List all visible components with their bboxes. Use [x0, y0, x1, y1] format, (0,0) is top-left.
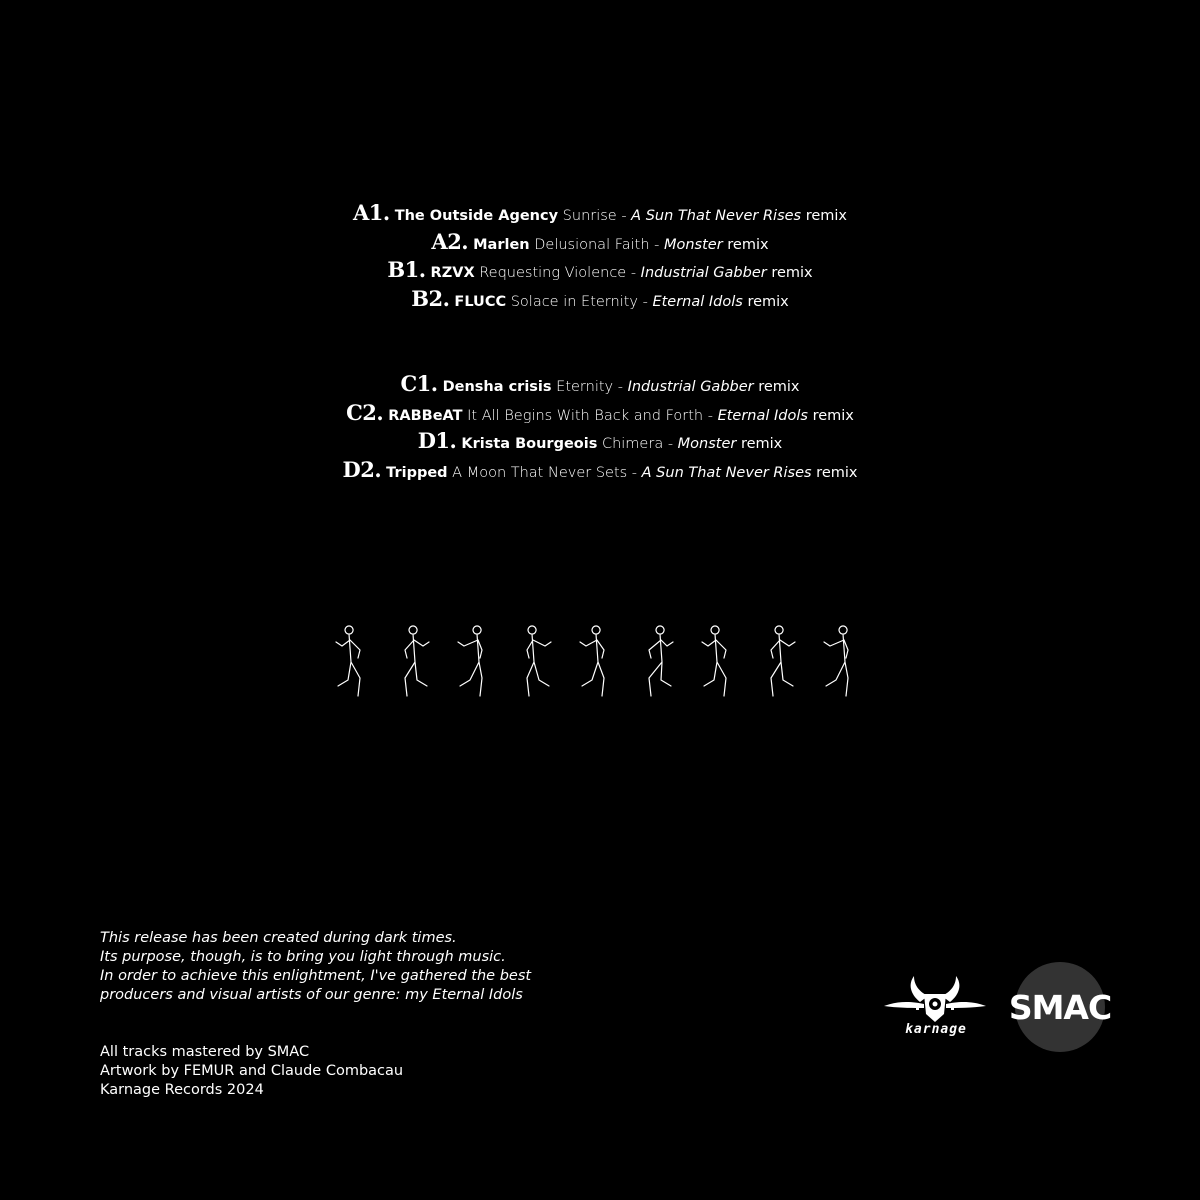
tracklist-sides-ab	[0, 199, 1200, 313]
dancer-figure	[458, 626, 482, 696]
track-title: Delusional Faith -	[534, 236, 660, 253]
dancer-figure	[580, 626, 604, 696]
track-title: Requesting Violence -	[479, 265, 637, 282]
track-row	[0, 427, 1200, 456]
dancing-figures-illustration	[330, 618, 875, 703]
track-remix-name: Industrial Gabber	[640, 265, 767, 282]
track-artist: Krista Bourgeois	[461, 436, 598, 453]
credit-line: Karnage Records 2024	[100, 1082, 264, 1098]
credits	[100, 1043, 403, 1100]
track-position: B1.	[387, 257, 426, 283]
liner-note-line: producers and visual artists of our genre: my Eternal Idols	[100, 987, 523, 1003]
track-remix-suffix: remix	[771, 265, 813, 282]
track-remix-name: Monster	[677, 436, 737, 453]
track-position: C2.	[346, 399, 384, 425]
smac-logo-badge	[1008, 962, 1112, 1052]
track-remix-name: Monster	[663, 236, 723, 253]
track-remix-suffix: remix	[747, 293, 789, 310]
track-position: D2.	[342, 456, 382, 482]
liner-note-line: This release has been created during dark times.	[100, 930, 457, 946]
track-artist: RZVX	[430, 265, 475, 282]
track-remix-suffix: remix	[740, 436, 783, 453]
track-title: Eternity -	[556, 379, 623, 395]
track-row	[0, 228, 1200, 257]
track-row	[0, 456, 1200, 485]
track-row	[0, 256, 1200, 285]
dancer-figure	[527, 626, 551, 696]
liner-notes	[100, 929, 531, 1005]
track-artist: Marlen	[473, 236, 530, 253]
karnage-wordmark: karnage	[905, 1022, 967, 1037]
track-remix-name: A Sun That Never Rises	[631, 208, 802, 224]
track-title: Chimera -	[601, 436, 674, 453]
liner-note-line: In order to achieve this enlightment, I've gathered the best	[100, 968, 532, 984]
track-title: Solace in Eternity -	[510, 293, 648, 310]
dancer-figure	[649, 626, 673, 696]
track-artist: The Outside Agency	[394, 208, 559, 224]
track-artist: RABBeAT	[388, 407, 463, 424]
dancer-figure	[336, 626, 360, 696]
track-remix-name: Eternal Idols	[717, 407, 808, 424]
track-remix-suffix: remix	[758, 379, 800, 395]
track-position: A2.	[431, 228, 469, 254]
dancer-figure	[771, 626, 795, 696]
track-remix-name: A Sun That Never Rises	[641, 464, 812, 481]
track-remix-suffix: remix	[816, 464, 858, 481]
track-remix-suffix: remix	[812, 407, 854, 424]
track-position: D1.	[417, 428, 457, 454]
track-remix-suffix: remix	[727, 236, 769, 253]
tracklist-sides-cd	[0, 370, 1200, 484]
liner-note-line: Its purpose, though, is to bring you light through music.	[100, 949, 506, 965]
track-position: A1.	[352, 200, 390, 225]
smac-wordmark: SMAC	[1008, 987, 1112, 1027]
track-position: B2.	[411, 285, 450, 311]
credit-line: All tracks mastered by SMAC	[100, 1044, 310, 1060]
dancer-figure	[824, 626, 848, 696]
dancer-figure	[405, 626, 429, 696]
track-remix-name: Industrial Gabber	[627, 379, 754, 395]
dancer-figure	[702, 626, 726, 696]
track-remix-suffix: remix	[805, 208, 848, 224]
track-row	[0, 199, 1200, 228]
track-artist: Densha crisis	[442, 379, 552, 395]
track-row	[0, 399, 1200, 428]
track-artist: Tripped	[386, 464, 448, 481]
credit-line: Artwork by FEMUR and Claude Combacau	[100, 1063, 404, 1079]
track-artist: FLUCC	[454, 293, 507, 310]
track-title: It All Begins With Back and Forth -	[467, 407, 713, 424]
track-position: C1.	[400, 371, 438, 396]
track-row	[0, 285, 1200, 314]
track-row	[0, 370, 1200, 399]
track-title: Sunrise -	[562, 208, 627, 224]
track-title: A Moon That Never Sets -	[452, 464, 638, 481]
track-remix-name: Eternal Idols	[652, 293, 743, 310]
